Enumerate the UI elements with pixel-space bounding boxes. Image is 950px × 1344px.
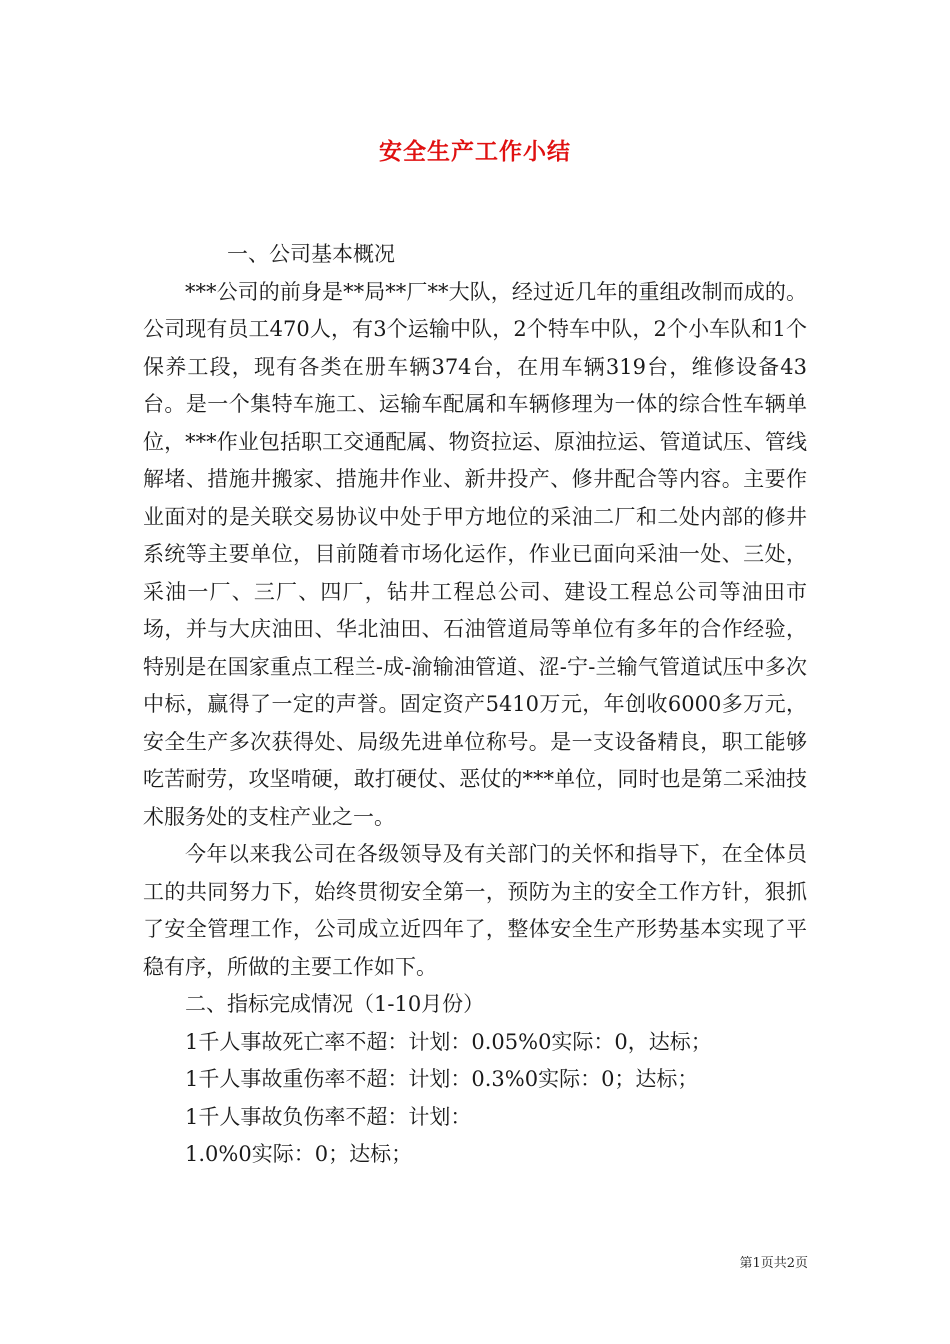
document-body bbox=[143, 236, 807, 1174]
page-number: 第1页共2页 bbox=[739, 1256, 808, 1271]
section-heading-indicators: 二、指标完成情况（1-10月份） bbox=[185, 992, 485, 1016]
document-title: 安全生产工作小结 bbox=[379, 138, 571, 165]
paragraph-company-overview: ***公司的前身是**局**厂**大队，经过近几年的重组改制而成的。公司现有员工470人，有3个运输中队，2个特车中队，2个小车队和1个保养工段，现有各类在册车辆374台，在用车辆319台，维修设备43台。是一个集特车施工、运输车配属和车辆修理为一体的综合性车辆单位，***作业包括职工交通配属、物资拉运、原油拉运、管道试压、管线解堵、措施井搬家、措施井作业、新井投产、修井配合等内容。主要作业面对的是关联交易协议中处于甲方地位的采油二厂和二处内部的修井系统等主要单位，目前随着市场化运作，作业已面向采油一处、三处，采油一厂、三厂、四厂，钻井工程总公司、建设工程总公司等油田市场，并与大庆油田、华北油田、石油管道局等单位有多年的合作经验，特别是在国家重点工程兰-成-渝输油管道、涩-宁-兰输气管道试压中多次中标，赢得了一定的声誉。固定资产5410万元，年创收6000多万元，安全生产多次获得处、局级先进单位称号。是一支设备精良，职工能够吃苦耐劳，攻坚啃硬，敢打硬仗、恶仗的***单位，同时也是第二采油技术服务处的支柱产业之一。 bbox=[143, 279, 807, 829]
indicator-line: 1千人事故负伤率不超：计划： bbox=[185, 1104, 472, 1129]
indicator-line: 1千人事故死亡率不超：计划：0.05%0实际：0，达标； bbox=[185, 1029, 712, 1054]
section-heading-overview: 一、公司基本概况 bbox=[227, 242, 395, 266]
indicator-line: 1千人事故重伤率不超：计划：0.3%0实际：0；达标； bbox=[185, 1067, 699, 1091]
paragraph-work-summary: 今年以来我公司在各级领导及有关部门的关怀和指导下，在全体员工的共同努力下，始终贯彻安全第一，预防为主的安全工作方针，狠抓了安全管理工作，公司成立近四年了，整体安全生产形势基本实现了平稳有序，所做的主要工作如下。 bbox=[143, 842, 807, 979]
indicator-line: 1.0%0实际：0；达标； bbox=[185, 1142, 413, 1166]
